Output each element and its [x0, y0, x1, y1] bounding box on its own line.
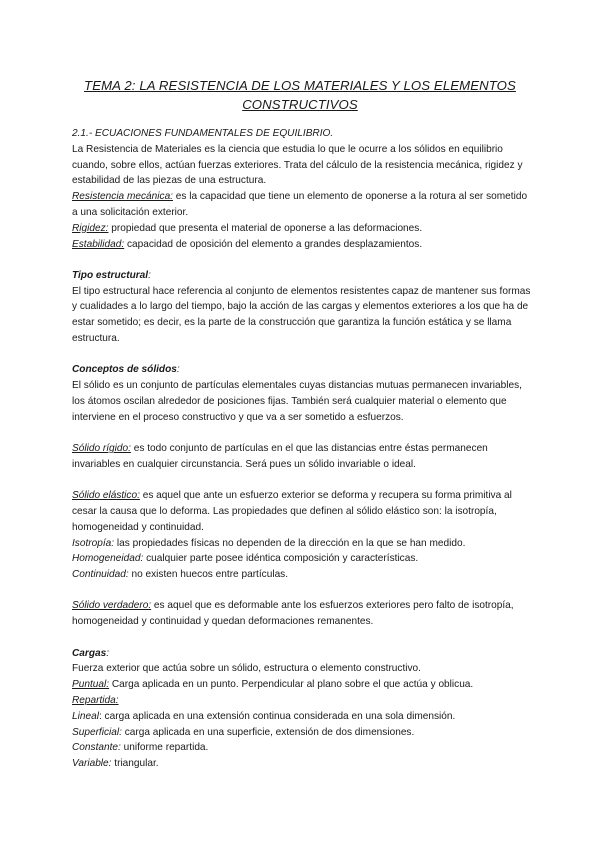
cargas-heading-colon: : — [106, 647, 110, 659]
definition-solido-elastico — [72, 488, 532, 535]
definition-homogeneidad — [72, 551, 532, 567]
page-title — [60, 76, 540, 114]
definition-rigidez — [72, 221, 532, 237]
definition-solido-rigido — [72, 441, 532, 473]
section-heading-equilibrio: 2.1.- ECUACIONES FUNDAMENTALES DE EQUILIBRIO. — [72, 128, 334, 139]
term-variable: Variable: — [72, 758, 112, 770]
definition-puntual — [72, 677, 532, 693]
heading-conceptos — [72, 362, 532, 378]
title-line-1: TEMA 2: LA RESISTENCIA DE LOS MATERIALES Y LOS ELEMENTOS — [84, 78, 516, 93]
term-resistencia: Resistencia mecánica: — [72, 191, 173, 203]
def-resistencia: es la capacidad que tiene un elemento de oponerse a la rotura al ser sometido a una solicitación exterior. — [72, 191, 528, 218]
definition-superficial — [72, 725, 532, 741]
definition-estabilidad — [72, 237, 532, 253]
paragraph-tipo: El tipo estructural hace referencia al conjunto de elementos resistentes capaz de mantener sus formas y cualidades a lo largo del tiempo, bajo la acción de las cargas y elementos exteriores a los que ha de estar sometido; es decir, es la parte de la construcción que garantiza la función estática y se llama estructura. — [72, 285, 531, 345]
definition-solido-verdadero — [72, 598, 532, 630]
def-estabilidad: capacidad de oposición del elemento a grandes desplazamientos. — [124, 238, 423, 250]
term-puntual: Puntual: — [72, 679, 110, 691]
heading-cargas — [72, 646, 532, 662]
def-solido-elastico: es aquel que ante un esfuerzo exterior se deforma y recupera su forma primitiva al cesar la causa que lo deforma. Las propiedades que definen al sólido elástico son: la isotropía, homogeneidad y continuidad. — [72, 490, 512, 533]
title-line-2: CONSTRUCTIVOS — [242, 97, 358, 112]
def-variable: triangular. — [111, 758, 159, 770]
def-isotropia: las propiedades físicas no dependen de la dirección en la que se han medido. — [114, 537, 466, 549]
cargas-heading-text: Cargas — [72, 647, 107, 659]
def-lineal: : carga aplicada en una extensión continua considerada en una sola dimensión. — [98, 710, 456, 722]
definition-variable — [72, 756, 532, 772]
def-homogeneidad: cualquier parte posee idéntica composición y características. — [143, 553, 419, 565]
term-isotropia: Isotropía: — [72, 537, 115, 549]
term-estabilidad: Estabilidad: — [72, 238, 125, 250]
def-rigidez: propiedad que presenta el material de oponerse a las deformaciones. — [108, 222, 423, 234]
definition-resistencia — [72, 189, 532, 221]
term-constante: Constante: — [72, 742, 121, 754]
term-lineal: Lineal — [72, 710, 99, 722]
def-solido-verdadero: es aquel que es deformable ante los esfuerzos exteriores pero falto de isotropía, homogeneidad y continuidad y quedan deformaciones remanentes. — [72, 600, 514, 628]
definition-lineal — [72, 709, 532, 725]
document-body — [72, 126, 532, 772]
conceptos-heading-text: Conceptos de sólidos — [72, 364, 177, 376]
term-rigidez: Rigidez: — [72, 222, 109, 234]
definition-continuidad — [72, 567, 532, 583]
term-superficial: Superficial: — [72, 726, 122, 738]
term-continuidad: Continuidad: — [72, 569, 129, 581]
term-homogeneidad: Homogeneidad: — [72, 553, 144, 565]
def-constante: uniforme repartida. — [120, 742, 209, 754]
paragraph-cargas: Fuerza exterior que actúa sobre un sólido, estructura o elemento constructivo. — [72, 663, 421, 675]
def-superficial: carga aplicada en una superficie, extensión de dos dimensiones. — [121, 726, 415, 738]
term-solido-rigido: Sólido rígido: — [72, 443, 131, 455]
paragraph-intro: La Resistencia de Materiales es la ciencia que estudia lo que le ocurre a los sólidos en equilibrio cuando, sobre ellos, actúan fuerzas exteriores. Trata del cálculo de la resistencia mecánica, rigidez y estabilidad de las piezas de una estructura. — [72, 143, 523, 187]
tipo-heading-colon: : — [148, 269, 151, 281]
term-repartida: Repartida: — [72, 694, 119, 706]
definition-isotropia — [72, 536, 532, 552]
heading-tipo-estructural — [72, 268, 532, 284]
def-solido-rigido: es todo conjunto de partículas en el que las distancias entre éstas permanecen invariables en cualquier circunstancia. Será pues un sólido invariable o ideal. — [72, 443, 488, 470]
def-puntual: Carga aplicada en un punto. Perpendicular al plano sobre el que actúa y oblicua. — [109, 679, 474, 691]
term-solido-elastico: Sólido elástico: — [72, 490, 140, 502]
paragraph-conceptos: El sólido es un conjunto de partículas elementales cuyas distancias mutuas permanecen invariables, los átomos oscilan alrededor de posiciones fijas. También será cualquier material o elemento que interviene en el proceso constructivo y que va a ser sometido a esfuerzos. — [72, 380, 522, 423]
conceptos-heading-colon: : — [176, 364, 180, 376]
definition-constante — [72, 740, 532, 756]
def-continuidad: no existen huecos entre partículas. — [128, 569, 289, 581]
tipo-heading-text: Tipo estructural — [72, 269, 149, 281]
heading-repartida — [72, 693, 532, 709]
term-solido-verdadero: Sólido verdadero: — [72, 600, 152, 612]
